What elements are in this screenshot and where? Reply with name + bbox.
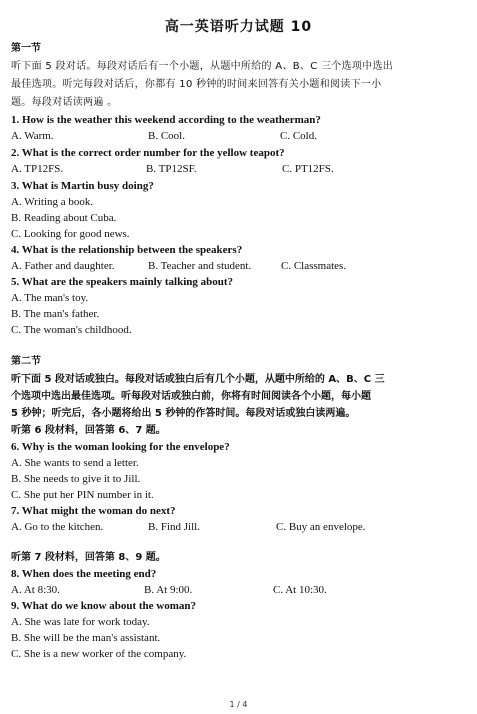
q6-option-a: A. She wants to send a letter.	[11, 457, 139, 469]
q2-option-a: A. TP12FS.	[11, 163, 64, 175]
q7-option-b: B. Find Jill.	[148, 521, 200, 533]
q9-option-c: C. She is a new worker of the company.	[11, 648, 187, 660]
q8-option-b: B. At 9:00.	[144, 584, 193, 596]
material-6-heading: 听第 6 段材料，回答第 6、7 题。	[11, 425, 166, 436]
question-6: 6. Why is the woman looking for the envelope?	[11, 441, 230, 453]
question-8: 8. When does the meeting end?	[11, 568, 157, 580]
question-5: 5. What are the speakers mainly talking about?	[11, 276, 234, 288]
page-title: 高一英语听力试题 10	[164, 19, 313, 35]
q5-option-b: B. The man's father.	[11, 308, 100, 320]
section1-heading: 第一节	[11, 43, 41, 54]
question-3: 3. What is Martin busy doing?	[11, 180, 154, 192]
section2-instructions-line-3: 5 秒钟；听完后，各小题将给出 5 秒钟的作答时间。每段对话或独白读两遍。	[11, 408, 356, 419]
q9-option-a: A. She was late for work today.	[11, 616, 150, 628]
material-7-heading: 听第 7 段材料，回答第 8、9 题。	[11, 552, 166, 563]
question-2: 2. What is the correct order number for the yellow teapot?	[11, 147, 285, 159]
q3-option-b: B. Reading about Cuba.	[11, 212, 117, 224]
q8-option-c: C. At 10:30.	[273, 584, 327, 596]
section1-instructions-line-3: 题。每段对话读两遍 。	[11, 97, 118, 108]
q9-option-b: B. She will be the man's assistant.	[11, 632, 161, 644]
section2-instructions-line-2: 个选项中选出最佳选项。听每段对话或独白前，你将有时间阅读各个小题，每小题	[11, 391, 371, 402]
q4-option-a: A. Father and daughter.	[11, 260, 115, 272]
q5-option-c: C. The woman's childhood.	[11, 324, 132, 336]
question-1: 1. How is the weather this weekend according to the weatherman?	[11, 114, 321, 126]
section2-heading: 第二节	[11, 356, 41, 367]
q3-option-c: C. Looking for good news.	[11, 228, 130, 240]
question-9: 9. What do we know about the woman?	[11, 600, 196, 612]
q6-option-c: C. She put her PIN number in it.	[11, 489, 154, 501]
q1-option-b: B. Cool.	[148, 130, 185, 142]
q6-option-b: B. She needs to give it to Jill.	[11, 473, 141, 485]
section1-instructions-line-2: 最佳选项。听完每段对话后，你都有 10 秒钟的时间来回答有关小题和阅读下一小	[11, 79, 382, 90]
section2-instructions-line-1: 听下面 5 段对话或独白。每段对话或独白后有几个小题，从题中所给的 A、B、C 三	[11, 374, 385, 385]
q8-option-a: A. At 8:30.	[11, 584, 60, 596]
q4-option-b: B. Teacher and student.	[148, 260, 252, 272]
q5-option-a: A. The man's toy.	[11, 292, 89, 304]
section1-instructions-line-1: 听下面 5 段对话。每段对话后有一个小题，从题中所给的 A、B、C 三个选项中选出	[11, 61, 394, 72]
q1-option-c: C. Cold.	[280, 130, 317, 142]
q3-option-a: A. Writing a book.	[11, 196, 94, 208]
q2-option-c: C. PT12FS.	[282, 163, 334, 175]
q7-option-a: A. Go to the kitchen.	[11, 521, 104, 533]
q2-option-b: B. TP12SF.	[146, 163, 197, 175]
q1-option-a: A. Warm.	[11, 130, 54, 142]
page-number: 1 / 4	[229, 700, 248, 709]
q7-option-c: C. Buy an envelope.	[276, 521, 366, 533]
question-4: 4. What is the relationship between the speakers?	[11, 244, 243, 256]
question-7: 7. What might the woman do next?	[11, 505, 176, 517]
q4-option-c: C. Classmates.	[281, 260, 347, 272]
